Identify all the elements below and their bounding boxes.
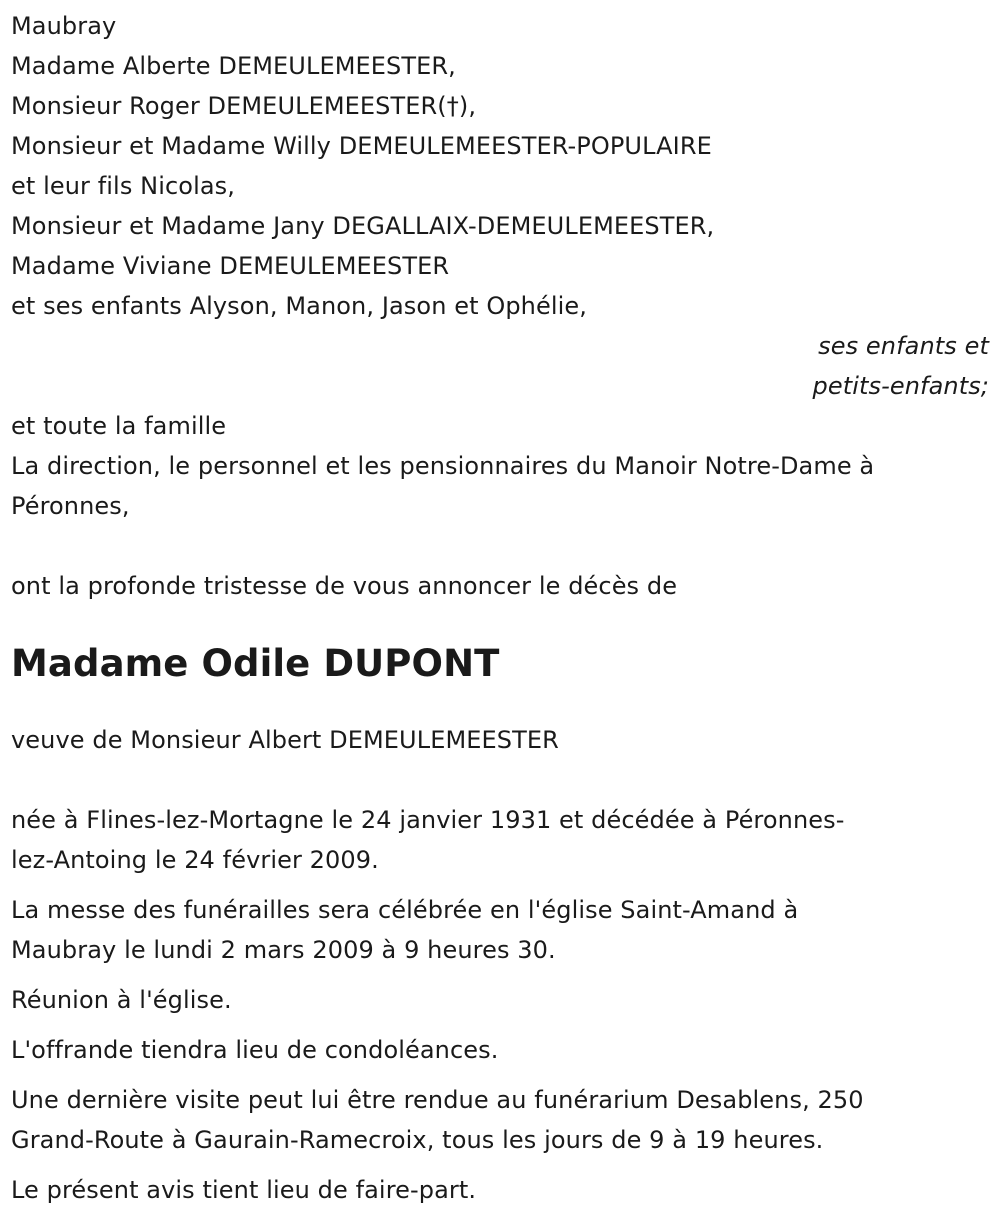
widow-of-text: veuve de Monsieur Albert DEMEULEMEESTER	[11, 726, 559, 754]
family-line: Monsieur Roger DEMEULEMEESTER(†),	[11, 92, 477, 120]
relation-line: ses enfants et	[818, 332, 989, 360]
relation-label	[11, 326, 991, 406]
family-line: Maubray	[11, 12, 117, 40]
family-line: Monsieur et Madame Willy DEMEULEMEESTER-POPULAIRE	[11, 132, 712, 160]
extended-line: Péronnes,	[11, 492, 130, 520]
birth-death-line: née à Flines-lez-Mortagne le 24 janvier 1931 et décédée à Péronnes-	[11, 806, 845, 834]
birth-death-line: lez-Antoing le 24 février 2009.	[11, 846, 379, 874]
mass-line: Maubray le lundi 2 mars 2009 à 9 heures 30.	[11, 936, 556, 964]
birth-death-paragraph	[11, 800, 991, 880]
extended-line: et toute la famille	[11, 412, 227, 440]
meeting-text: Réunion à l'église.	[11, 986, 232, 1014]
offering-text: L'offrande tiendra lieu de condoléances.	[11, 1036, 499, 1064]
announcement-text: ont la profonde tristesse de vous annoncer le décès de	[11, 572, 678, 600]
mass-line: La messe des funérailles sera célébrée en l'église Saint-Amand à	[11, 896, 799, 924]
visit-paragraph	[11, 1080, 991, 1160]
family-line: et leur fils Nicolas,	[11, 172, 235, 200]
family-list	[11, 6, 991, 326]
notice-text: Le présent avis tient lieu de faire-part.	[11, 1176, 477, 1204]
family-line: Madame Alberte DEMEULEMEESTER,	[11, 52, 456, 80]
extended-line: La direction, le personnel et les pensionnaires du Manoir Notre-Dame à	[11, 452, 875, 480]
mass-paragraph	[11, 890, 991, 970]
family-line: Madame Viviane DEMEULEMEESTER	[11, 252, 450, 280]
relation-line: petits-enfants;	[812, 372, 989, 400]
obituary-notice	[11, 6, 991, 1210]
deceased-name: Madame Odile DUPONT	[11, 642, 500, 685]
visit-line: Une dernière visite peut lui être rendue au funérarium Desablens, 250	[11, 1086, 864, 1114]
extended-family	[11, 406, 991, 526]
visit-line: Grand-Route à Gaurain-Ramecroix, tous les jours de 9 à 19 heures.	[11, 1126, 824, 1154]
family-line: Monsieur et Madame Jany DEGALLAIX-DEMEULEMEESTER,	[11, 212, 715, 240]
family-line: et ses enfants Alyson, Manon, Jason et Ophélie,	[11, 292, 587, 320]
